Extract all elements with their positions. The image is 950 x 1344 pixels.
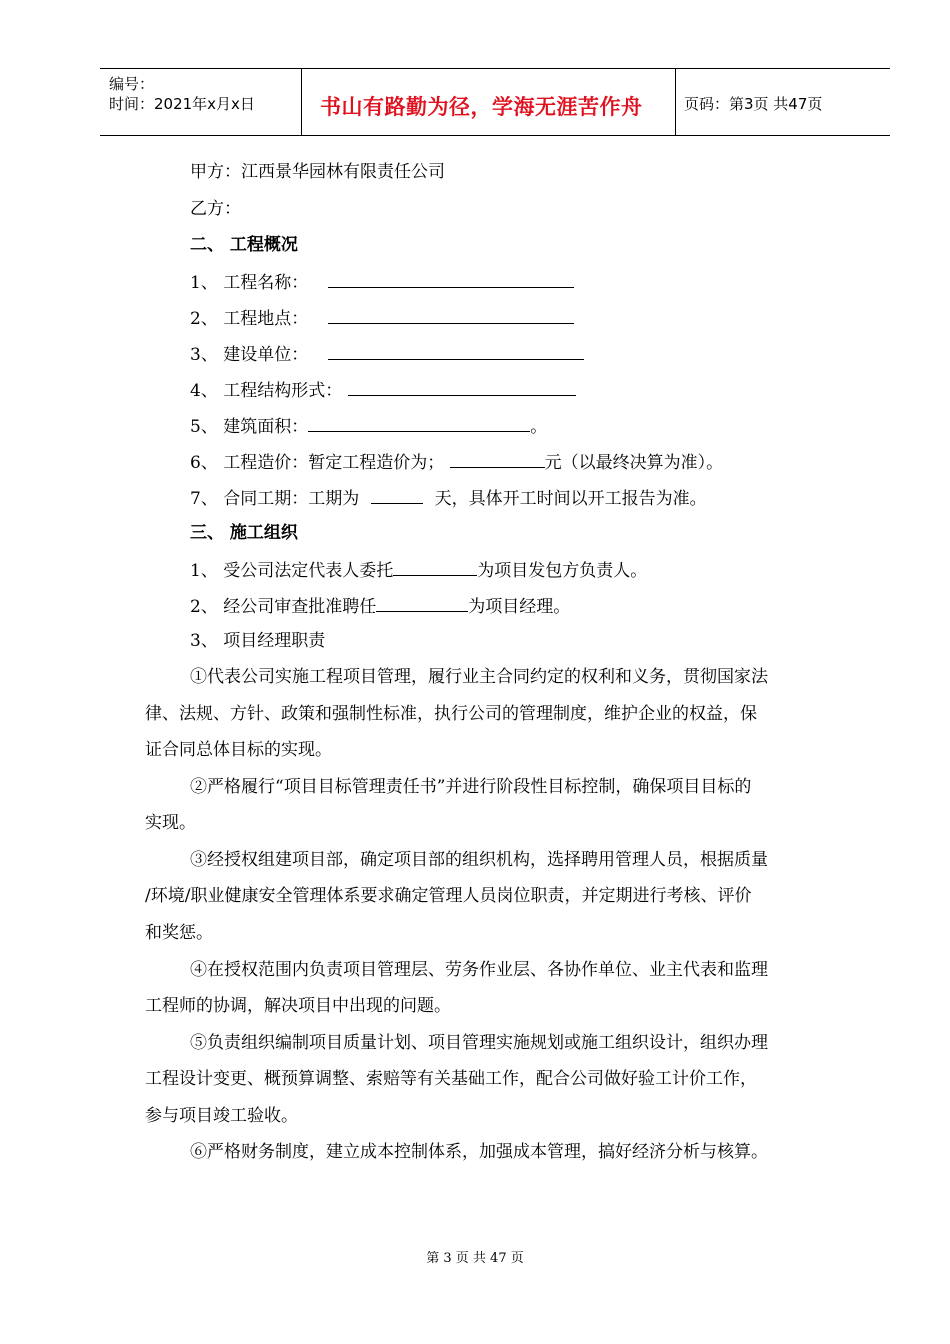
- contract-period-line: [190, 487, 707, 509]
- item-suffix: 为项目发包方负责人。: [477, 561, 648, 581]
- item-label: 2、 经公司审查批准聘任: [190, 597, 377, 617]
- number-label: 编号：: [109, 75, 155, 93]
- project-location-blank[interactable]: [328, 307, 574, 324]
- section-3-title: 三、 施工组织: [190, 523, 298, 543]
- item-label: 3、 建设单位：: [190, 345, 309, 365]
- building-area-blank[interactable]: [308, 415, 530, 432]
- duty-line: ③经授权组建项目部，确定项目部的组织机构，选择聘用管理人员，根据质量: [190, 850, 768, 870]
- project-name-line: [190, 271, 574, 293]
- duty-line: 律、法规、方针、政策和强制性标准，执行公司的管理制度，维护企业的权益，保: [145, 704, 757, 724]
- contract-period-blank[interactable]: [371, 487, 423, 504]
- item-label: 4、 工程结构形式：: [190, 381, 343, 401]
- project-manager-blank[interactable]: [376, 595, 468, 612]
- item-suffix: 。: [530, 417, 548, 437]
- item-label: 5、 建筑面积：: [190, 417, 309, 437]
- project-manager-line: [190, 595, 570, 617]
- structure-form-line: [190, 379, 576, 401]
- duty-line: ④在授权范围内负责项目管理层、劳务作业层、各协作单位、业主代表和监理: [190, 960, 768, 980]
- owner-representative-blank[interactable]: [393, 559, 477, 576]
- duty-line: ②严格履行“项目目标管理责任书”并进行阶段性目标控制，确保项目目标的: [190, 777, 752, 797]
- duty-line: 参与项目竣工验收。: [145, 1106, 298, 1126]
- page-info: 页码：第3页 共47页: [684, 95, 823, 113]
- duty-line: 证合同总体目标的实现。: [145, 740, 332, 760]
- construction-unit-line: [190, 343, 584, 365]
- header-meta-cell: [100, 69, 302, 136]
- item-label: 6、 工程造价：暂定工程造价为；: [190, 453, 445, 473]
- item-label: 1、 受公司法定代表人委托: [190, 561, 394, 581]
- construction-unit-blank[interactable]: [328, 343, 584, 360]
- project-cost-line: [190, 451, 723, 473]
- manager-duties-heading: 3、 项目经理职责: [190, 631, 326, 651]
- duty-line: ⑤负责组织编制项目质量计划、项目管理实施规划或施工组织设计，组织办理: [190, 1033, 768, 1053]
- owner-representative-line: [190, 559, 647, 581]
- duty-line: 和奖惩。: [145, 923, 213, 943]
- project-name-blank[interactable]: [328, 271, 574, 288]
- page-footer: 第 3 页 共 47 页: [426, 1251, 524, 1266]
- party-b: 乙方：: [190, 199, 241, 219]
- building-area-line: [190, 415, 547, 437]
- header-motto-cell: [302, 69, 676, 136]
- duty-line: 工程师的协调，解决项目中出现的问题。: [145, 996, 451, 1016]
- duty-line: ⑥严格财务制度，建立成本控制体系，加强成本管理，搞好经济分析与核算。: [190, 1142, 768, 1162]
- item-label: 7、 合同工期：工期为: [190, 489, 360, 509]
- project-location-line: [190, 307, 574, 329]
- section-2-title: 二、 工程概况: [190, 235, 298, 255]
- page-header: [100, 68, 890, 136]
- party-a: 甲方：江西景华园林有限责任公司: [190, 162, 445, 182]
- project-cost-blank[interactable]: [450, 451, 545, 468]
- item-suffix: 天，具体开工时间以开工报告为准。: [434, 489, 707, 509]
- duty-line: /环境/职业健康安全管理体系要求确定管理人员岗位职责，并定期进行考核、评价: [145, 886, 752, 906]
- duty-line: ①代表公司实施工程项目管理，履行业主合同约定的权利和义务，贯彻国家法: [190, 667, 768, 687]
- duty-line: 工程设计变更、概预算调整、索赔等有关基础工作，配合公司做好验工计价工作，: [145, 1069, 757, 1089]
- structure-form-blank[interactable]: [348, 379, 576, 396]
- item-suffix: 为项目经理。: [468, 597, 571, 617]
- item-label: 1、 工程名称：: [190, 273, 309, 293]
- item-label: 2、 工程地点：: [190, 309, 309, 329]
- time-label: 时间：2021年x月x日: [109, 95, 255, 113]
- header-page-cell: [676, 69, 890, 136]
- duty-line: 实现。: [145, 813, 196, 833]
- item-suffix: 元（以最终决算为准）。: [544, 453, 724, 473]
- motto-text: 书山有路勤为径，学海无涯苦作舟: [320, 95, 643, 119]
